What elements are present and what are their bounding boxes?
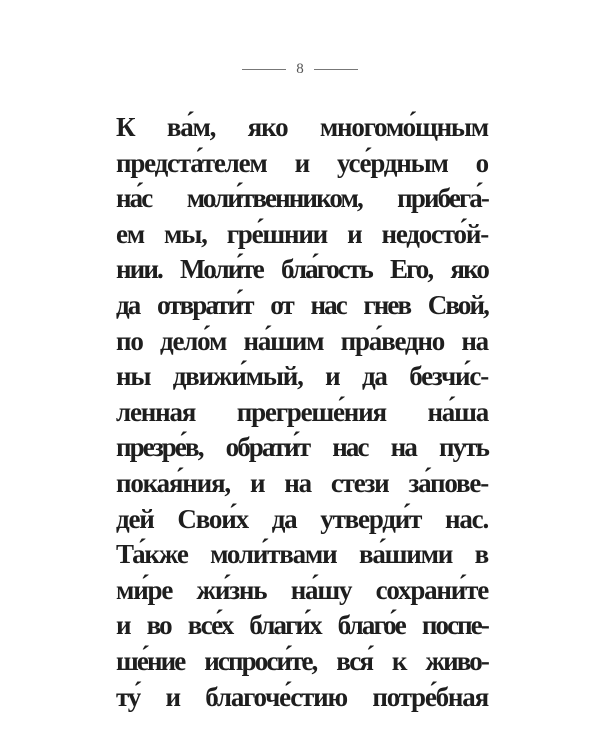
text-line: ленная прегреше́ния на́ша (116, 396, 488, 427)
text-line: К ва́м, яко многомо́щным (116, 112, 488, 142)
text-line: дей Свои́х да утверди́т нас. (116, 503, 488, 534)
text-line: ту́ и благоче́стию потре́бная (116, 681, 488, 712)
text-line: по дело́м на́шим пра́ведно на (116, 325, 488, 356)
text-line: покая́ния, и на стези за́пове- (116, 467, 488, 498)
text-line: на́с моли́твенником, прибега́- (116, 183, 488, 214)
header-rule-left (242, 69, 286, 70)
text-line: Та́кже моли́твами ва́шими в (116, 539, 488, 570)
text-line: да отврати́т от нас гнев Свой, (116, 289, 488, 320)
text-line: и во все́х благи́х благо́е поспе- (116, 610, 488, 641)
text-line: ем мы, гре́шнии и недосто́й- (116, 218, 488, 249)
text-line: ми́ре жи́знь на́шу сохрани́те (116, 574, 488, 605)
page-number: 8 (296, 61, 304, 77)
text-line: презре́в, обрати́т нас на путь (116, 432, 488, 463)
text-line: предста́телем и усе́рдным о (116, 147, 488, 178)
text-line: нии. Моли́те бла́гость Его, яко (116, 254, 488, 285)
header-rule-right (314, 69, 358, 70)
text-line: ны движи́мый, и да безчи́с- (116, 361, 488, 392)
prayer-text (116, 110, 488, 715)
text-line: ше́ние испроси́те, вся́ к живо- (116, 645, 488, 676)
page-header (0, 62, 600, 77)
